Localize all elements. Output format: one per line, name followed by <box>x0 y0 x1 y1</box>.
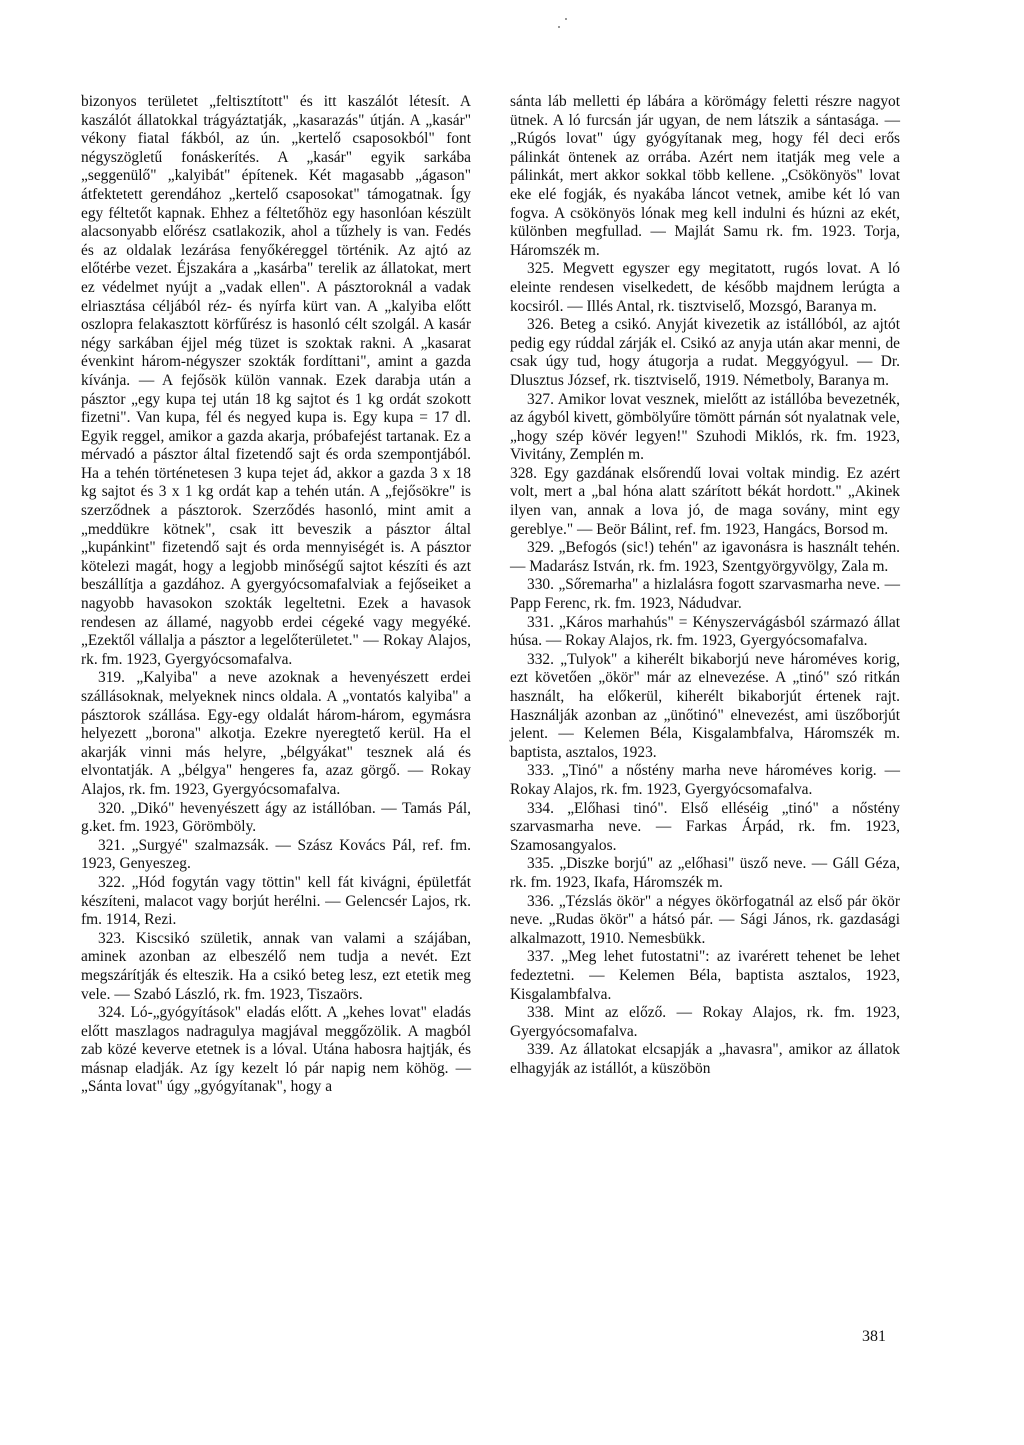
paragraph: sánta láb melletti ép lábára a körömágy feletti részre nagyot ütnek. A ló furcsán jár ugyan, de nem látszik a sántasága. — „Rúgós lovat" úgy gyógyítanak meg, hogy fél deci erős pálinkát öntenek az orrába. Azért nem itatják meg vele a pálinkát, mert akkor sokkal több kellene. „Csökönyös" lovat eke elé fogják, és nyakába láncot vetnek, amibe két ló van fogva. A csökönyös lónak meg kell indulni és húzni az ekét, különben megfullad. — Majlát Samu rk. fm. 1923. Torja, Háromszék m. <box>510 93 900 259</box>
right-column <box>510 93 900 1078</box>
paragraph: 324. Ló-„gyógyítások" eladás előtt. A „kehes lovat" eladás előtt maszlagos nadragulya magjával meggőzölik. A magból zab közé keverve etetnek is a lóval. Utána habosra hajtják, és másnap eladják. Az így kezelt ló pár napig nem köhög. — „Sánta lovat" úgy „gyógyítanak", hogy a <box>81 1004 471 1096</box>
paragraph: 336. „Tézslás ökör" a négyes ökörfogatnál az első pár ökör neve. „Rudas ökör" a hátsó pár. — Sági János, rk. gazdasági alkalmazott, 1910. Nemesbükk. <box>510 892 900 947</box>
paragraph: 329. „Befogós (sic!) tehén" az igavonásra is használt tehén. — Madarász István, rk. fm. 1923, Szentgyörgyvölgy, Zala m. <box>510 539 900 575</box>
paragraph: 327. Amikor lovat vesznek, mielőtt az istállóba bevezetnék, az ágyból kivett, gömbölyűre tömött párnán sót nyalatnak vele, „hogy szép kövér legyen!" Szuhodi Miklós, rk. fm. 1923, Vivitány, Zemplén m. <box>510 390 900 464</box>
paragraph: 335. „Diszke borjú" az „előhasi" üsző neve. — Gáll Géza, rk. fm. 1923, Ikafa, Háromszék m. <box>510 855 900 891</box>
paragraph: 338. Mint az előző. — Rokay Alajos, rk. fm. 1923, Gyergyócsomafalva. <box>510 1004 900 1040</box>
paragraph: 323. Kiscsikó születik, annak van valami a szájában, aminek azonban az elbeszélő nem tudja a nevét. Ezt megszárítják és elteszik. Ha a csikó beteg lesz, ezt etetik meg vele. — Szabó László, rk. fm. 1923, Tiszaörs. <box>81 929 471 1003</box>
paragraph: 326. Beteg a csikó. Anyját kivezetik az istállóból, az ajtót pedig egy rúddal zárják el. Csikó az anyja után akar menni, de csak úgy tud, hogy átugorja a rudat. Meggyógyul. — Dr. Dlusztus József, rk. tisztviselő, 1919. Németboly, Baranya m. <box>510 316 900 389</box>
paragraph: 328. Egy gazdának elsőrendű lovai voltak mindig. Ez azért volt, mert a „bal hóna alatt szárított békát hordott." „Akinek ilyen van, annak a lova jó, de maga sovány, mint egy gereblye." — Beör Bálint, ref. fm. 1923, Hangács, Borsod m. <box>510 464 900 538</box>
paragraph: 320. „Dikó" hevenyészett ágy az istállóban. — Tamás Pál, g.ket. fm. 1923, Görömböly. <box>81 799 471 836</box>
paragraph: 325. Megvett egyszer egy megitatott, rugós lovat. A ló eleinte rendesen viselkedett, de később majdnem lerúgta a kocsiról. — Illés Antal, rk. tisztviselő, Mozsgó, Baranya m. <box>510 260 900 315</box>
paragraph: 332. „Tulyok" a kiherélt bikaborjú neve hároméves korig, ezt követően „ökör" már az elnevezése. A „tinó" szó ritkán használt, ha előkerül, kiherélt bikaborjút értenek rajt. Használják azonban az „ünőtinó" elnevezést, ami üszőborjút jelent. — Kelemen Béla, Kisgalambfalva, Háromszék m. baptista, asztalos, 1923. <box>510 650 900 761</box>
left-column <box>81 93 471 1097</box>
scan-speck <box>558 26 560 28</box>
paragraph: 339. Az állatokat elcsapják a „havasra", amikor az állatok elhagyják az istállót, a küszöbön <box>510 1041 900 1077</box>
paragraph: 319. „Kalyiba" a neve azoknak a hevenyészett erdei szállásoknak, melyeknek nincs oldala. A „vontatós kalyiba" a pásztorok szállása. Egy-egy oldalát három-három, egymásra helyezett „borona" alkotja. Ezekre nyeregtető kerül. Ha el akarják vinni más helyre, „bélgyákat" tesznek alá és elvontatják. A „bélgya" hengeres fa, azaz görgő. — Rokay Alajos, rk. fm. 1923, Gyergyócsomafalva. <box>81 669 471 798</box>
paragraph: 334. „Előhasi tinó". Első elléséig „tinó" a nőstény szarvasmarha neve. — Farkas Árpád, rk. fm. 1923, Szamosangyalos. <box>510 799 900 854</box>
scan-speck <box>565 18 567 20</box>
paragraph: 330. „Sőremarha" a hizlalásra fogott szarvasmarha neve. — Papp Ferenc, rk. fm. 1923, Nádudvar. <box>510 576 900 613</box>
paragraph: 337. „Meg lehet futostatni": az ivarérett tehenet be lehet fedeztetni. — Kelemen Béla, baptista asztalos, 1923, Kisgalambfalva. <box>510 948 900 1003</box>
paragraph: bizonyos területet „feltisztított" és itt kaszálót létesít. A kaszálót állatokkal trágyáztatják, „kasarazás" útján. A „kasár" vékony fiatal fákból, az ún. „kertelő csaposokból" font négyszögletű fonáskerítés. A „kasár" egyik sarkába „seggenülő" „kalyibát" építenek. Két magasabb „ágason" átfektetett gerendához „kertelő csaposokat" támogatnak. Így egy féltetőt kapnak. Ehhez a féltetőhöz egy hasonlóan készült alacsonyabb előrész csatlakozik, ahol a tűzhely is van. Fedés és az oldalak lezárása fenyőkéreggel történik. Az ajtó az előtérbe vezet. Éjszakára a „kasárba" terelik az állatokat, mert ez védelmet nyújt a „vadak ellen". A pásztoroknál a vadak elriasztása céljából réz- és nyírfa kürt van. A „kalyiba előtt oszlopra felakasztott körfűrész is hasonló célt szolgál. A kasár négy sarkában éjjel még tüzet is szoktak rakni. A „kasarat évenkint három-négyszer szokták fordíttani", amint a gazda kívánja. — A fejősök külön vannak. Ezek darabja után a pásztor „egy kupa tej után 18 kg sajtot és 1 kg ordát szokott fizetni". Van kupa, fél és negyed kupa is. Egy kupa = 17 dl. Egyik reggel, amikor a gazda akarja, próbafejést tartanak. Ez a mérvadó a pásztor által fizetendő sajt és orda szempontjából. Ha a tehén történetesen 3 kupa tejet ád, akkor a gazda 3 x 18 kg sajtot és 3 x 1 kg ordát kap a tehén után. A „fejősökre" is szerződnek a pásztorok. Szerződés hasonló, mint amit a „meddükre kötnek", csak itt beveszik a pásztor által „kupánkint" fizetendő sajt és orda mennyiségét is. A pásztor kötelezi magát, hogy a legjobb minőségű sajtot készíti és azt beszállítja a gazdához. A gyergyócsomafalviak a fejőseiket a nagyobb havasokon szokták legeltetni. Ezek a havasok rendesen az államé, nagyobb erdei cégeké vagy megyéké. „Ezektől vállalja a pásztor a legelőterületet." — Rokay Alajos, rk. fm. 1923, Gyergyócsomafalva. <box>81 93 471 668</box>
page-number: 381 <box>862 1328 886 1345</box>
paragraph: 322. „Hód fogytán vagy töttin" kell fát kivágni, épületfát készíteni, malacot vagy borjút herélni. — Gelencsér Lajos, rk. fm. 1914, Rezi. <box>81 873 471 929</box>
paragraph: 333. „Tinó" a nőstény marha neve hároméves korig. — Rokay Alajos, rk. fm. 1923, Gyergyócsomafalva. <box>510 762 900 798</box>
paragraph: 321. „Surgyé" szalmazsák. — Szász Kovács Pál, ref. fm. 1923, Genyeszeg. <box>81 836 471 873</box>
paragraph: 331. „Káros marhahús" = Kényszervágásból származó állat húsa. — Rokay Alajos, rk. fm. 1923, Gyergyócsomafalva. <box>510 613 900 650</box>
